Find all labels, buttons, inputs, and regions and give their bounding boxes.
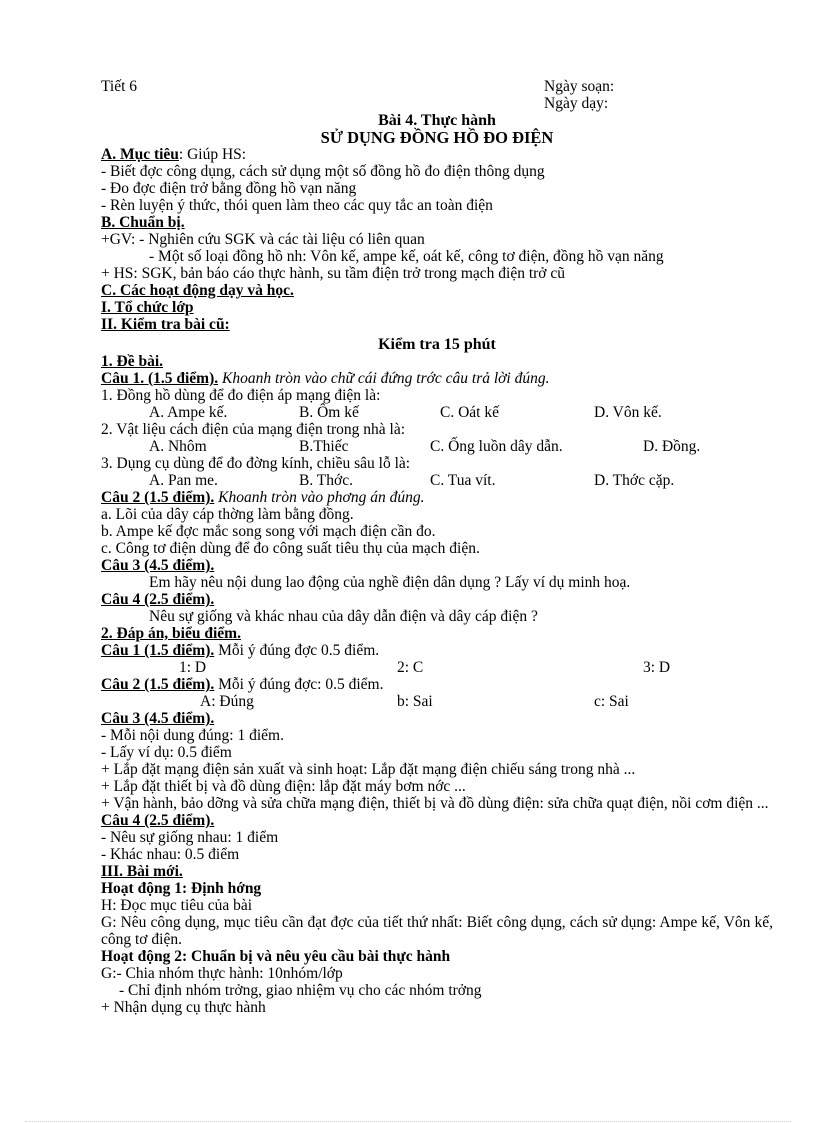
activities-heading: C. Các hoạt động dạy và học. <box>101 282 294 299</box>
date-prepared: Ngày soạn: <box>544 78 615 95</box>
option-a: A. Pan me. <box>149 472 218 489</box>
option-a: A. Nhôm <box>149 438 207 455</box>
objective-item: - Biết đợc công dụng, cách sử dụng một số đồng hồ đo điện thông dụng <box>101 163 545 180</box>
new-lesson-heading: III. Bài mới. <box>101 863 183 880</box>
activity-2-g2: - Chỉ định nhóm trởng, giao nhiệm vụ cho các nhóm trởng <box>119 982 482 999</box>
activity-1-g: G: Nêu công dụng, mục tiêu cần đạt đợc của tiết thứ nhất: Biết công dụng, cách sử dụng: Ampe kế, Vôn kế, công tơ điện. <box>101 914 773 948</box>
objectives-heading-row <box>101 146 773 163</box>
answer-option: c: Sai <box>594 693 629 710</box>
question-1-1: 1. Đồng hồ dùng để đo điện áp mạng điện là: <box>101 387 381 404</box>
objectives-suffix: : Giúp HS: <box>178 146 247 163</box>
question-2-item: a. Lõi của dây cáp thờng làm bằng đồng. <box>101 506 354 523</box>
old-lesson-check: II. Kiểm tra bài cũ: <box>101 316 230 333</box>
answer-3-item: + Lắp đặt thiết bị và đồ dùng điện: lắp đặt máy bơm nớc ... <box>101 778 466 795</box>
test-section-heading: 1. Đề bài. <box>101 353 163 370</box>
option-c: C. Oát kế <box>440 404 499 421</box>
answer-2-label: Câu 2 (1.5 điểm). <box>101 676 215 693</box>
answer-2-heading <box>101 676 773 693</box>
answer-3-item: - Mỗi nội dung đúng: 1 điểm. <box>101 727 284 744</box>
option-d: D. Vôn kế. <box>594 404 662 421</box>
question-1-3-options <box>101 472 773 489</box>
answer-option: b: Sai <box>397 693 433 710</box>
question-2-label: Câu 2 (1.5 điểm). <box>101 489 215 506</box>
question-1-instruction: Khoanh tròn vào chữ cái đứng trớc câu trả lời đúng. <box>218 370 550 387</box>
answer-3-item: + Lắp đặt mạng điện sản xuất và sinh hoạt: Lắp đặt mạng điện chiếu sáng trong nhà ... <box>101 761 636 778</box>
test-title: Kiểm tra 15 phút <box>378 336 496 353</box>
option-d: D. Thớc cặp. <box>594 472 675 489</box>
question-3-text: Em hãy nêu nội dung lao động của nghề điện dân dụng ? Lấy ví dụ minh hoạ. <box>149 574 631 591</box>
page-bottom-border <box>25 1121 791 1122</box>
answer-1-text: Mỗi ý đúng đợc 0.5 điểm. <box>214 642 380 659</box>
answer-4-item: - Khác nhau: 0.5 điểm <box>101 846 240 863</box>
answer-3-label: Câu 3 (4.5 điểm). <box>101 710 215 727</box>
question-4-label: Câu 4 (2.5 điểm). <box>101 591 215 608</box>
lesson-number: Tiết 6 <box>101 78 138 95</box>
answer-2-options <box>101 693 773 710</box>
activity-1-heading: Hoạt động 1: Định hớng <box>101 880 262 897</box>
header-row-1 <box>101 78 773 95</box>
date-taught: Ngày dạy: <box>544 95 609 112</box>
question-1-2-options <box>101 438 773 455</box>
answer-3-item: + Vận hành, bảo dỡng và sửa chữa mạng điện, thiết bị và đồ dùng điện: sửa chữa quạt điện, nồi cơm điện ... <box>101 795 769 812</box>
answer-option: 1: D <box>179 659 207 676</box>
answer-option: 3: D <box>643 659 671 676</box>
preparation-heading: B. Chuẩn bị. <box>101 214 185 231</box>
answer-1-heading <box>101 642 773 659</box>
option-b: B.Thiếc <box>299 438 349 455</box>
preparation-gv: +GV: - Nghiên cứu SGK và các tài liệu có liên quan <box>101 231 425 248</box>
question-1-1-options <box>101 404 773 421</box>
question-1-heading <box>101 370 773 387</box>
answer-3-item: - Lấy ví dụ: 0.5 điểm <box>101 744 232 761</box>
objective-item: - Rèn luyện ý thức, thói quen làm theo các quy tắc an toàn điện <box>101 197 493 214</box>
question-4-text: Nêu sự giống và khác nhau của dây dẫn điện và dây cáp điện ? <box>149 608 538 625</box>
option-d: D. Đồng. <box>643 438 701 455</box>
activity-2-last: + Nhận dụng cụ thực hành <box>101 999 266 1016</box>
question-2-instruction: Khoanh tròn vào phơng án đúng. <box>214 489 425 506</box>
option-b: B. Thớc. <box>299 472 353 489</box>
question-1-3: 3. Dụng cụ dùng để đo đờng kính, chiều sâu lỗ là: <box>101 455 411 472</box>
answers-heading: 2. Đáp án, biểu điểm. <box>101 625 241 642</box>
class-organization: I. Tổ chức lớp <box>101 299 194 316</box>
activity-2-heading: Hoạt động 2: Chuẩn bị và nêu yêu cầu bài thực hành <box>101 948 451 965</box>
answer-1-label: Câu 1 (1.5 điểm). <box>101 642 215 659</box>
document-page <box>101 78 773 1016</box>
option-c: C. Tua vít. <box>430 472 496 489</box>
question-1-2: 2. Vật liệu cách điện của mạng điện trong nhà là: <box>101 421 406 438</box>
answer-4-item: - Nêu sự giống nhau: 1 điểm <box>101 829 279 846</box>
question-3-label: Câu 3 (4.5 điểm). <box>101 557 215 574</box>
answer-option: 2: C <box>397 659 424 676</box>
preparation-gv-2: - Một số loại đồng hồ nh: Vôn kế, ampe kế, oát kế, công tơ điện, đồng hồ vạn năng <box>149 248 664 265</box>
question-2-heading <box>101 489 773 506</box>
option-c: C. Ống luồn dây dẫn. <box>430 438 563 455</box>
question-2-item: c. Công tơ điện dùng để đo công suất tiêu thụ của mạch điện. <box>101 540 480 557</box>
answer-2-text: Mỗi ý đúng đợc: 0.5 điểm. <box>214 676 384 693</box>
answer-option: A: Đúng <box>200 693 254 710</box>
option-a: A. Ampe kế. <box>149 404 228 421</box>
answer-4-label: Câu 4 (2.5 điểm). <box>101 812 215 829</box>
answer-1-options <box>101 659 773 676</box>
activity-2-g1: G:- Chia nhóm thực hành: 10nhóm/lớp <box>101 965 343 982</box>
lesson-title: Bài 4. Thực hành <box>378 112 496 129</box>
option-b: B. Ôm kế <box>299 404 359 421</box>
header-row-2 <box>101 95 773 112</box>
preparation-hs: + HS: SGK, bản báo cáo thực hành, su tầm điện trở trong mạch điện trở cũ <box>101 265 565 282</box>
objectives-heading: A. Mục tiêu <box>101 146 179 163</box>
question-1-label: Câu 1. (1.5 điểm). <box>101 370 219 387</box>
activity-1-h: H: Đọc mục tiêu của bài <box>101 897 253 914</box>
lesson-subtitle: SỬ DỤNG ĐỒNG HỒ ĐO ĐIỆN <box>320 128 554 147</box>
objective-item: - Đo đợc điện trở bằng đồng hồ vạn năng <box>101 180 357 197</box>
question-2-item: b. Ampe kế đợc mắc song song với mạch điện cần đo. <box>101 523 436 540</box>
